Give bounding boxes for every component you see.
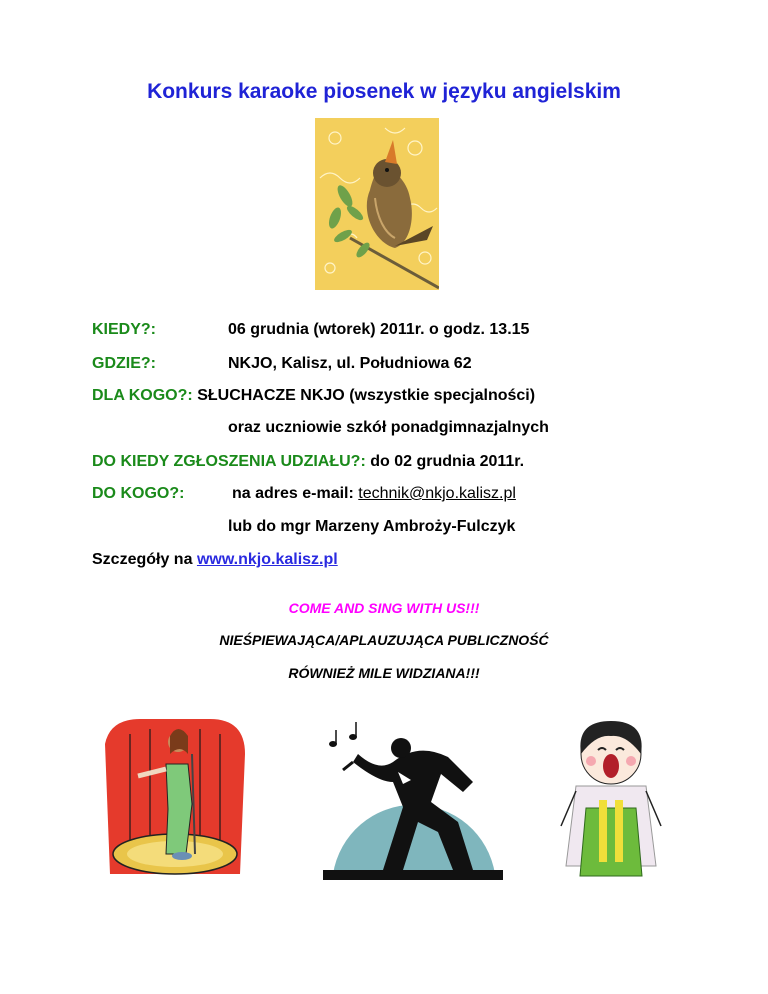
where-row — [92, 355, 472, 373]
to-whom-label: DO KOGO?: — [92, 485, 185, 502]
page-title: Konkurs karaoke piosenek w języku angielskim — [147, 80, 621, 103]
to-whom-row — [92, 485, 516, 503]
where-value: NKJO, Kalisz, ul. Południowa 62 — [228, 355, 472, 372]
stage-singer-clipart — [100, 714, 250, 882]
for-whom-row — [92, 387, 535, 405]
deadline-value: do 02 grudnia 2011r. — [370, 453, 525, 470]
details-row — [92, 551, 338, 569]
silhouette-singer-clipart — [323, 722, 503, 882]
when-value: 06 grudnia (wtorek) 2011r. o godz. 13.15 — [228, 321, 530, 338]
for-whom-label: DLA KOGO?: — [92, 387, 193, 404]
details-text: Szczegóły na — [92, 551, 193, 568]
bird-clipart — [315, 118, 439, 290]
slogan: COME AND SING WITH US!!! — [288, 600, 480, 616]
audience-note-line-2: RÓWNIEŻ MILE WIDZIANA!!! — [288, 665, 480, 681]
email-link[interactable]: technik@nkjo.kalisz.pl — [358, 485, 516, 502]
choir-boy-clipart — [556, 716, 666, 882]
for-whom-value: SŁUCHACZE NKJO (wszystkie specjalności) — [197, 387, 536, 404]
deadline-row — [92, 453, 524, 471]
audience-note-line-1: NIEŚPIEWAJĄCA/APLAUZUJĄCA PUBLICZNOŚĆ — [219, 632, 549, 648]
when-row — [92, 321, 530, 339]
to-whom-value — [232, 485, 516, 503]
where-label: GDZIE?: — [92, 355, 156, 372]
website-link[interactable]: www.nkjo.kalisz.pl — [196, 551, 338, 568]
to-whom-prefix: na adres e-mail: — [232, 485, 354, 502]
for-whom-value-2: oraz uczniowie szkół ponadgimnazjalnych — [228, 419, 549, 436]
deadline-label: DO KIEDY ZGŁOSZENIA UDZIAŁU?: — [92, 453, 366, 470]
to-whom-value-2: lub do mgr Marzeny Ambroży-Fulczyk — [228, 518, 516, 535]
when-label: KIEDY?: — [92, 321, 156, 338]
